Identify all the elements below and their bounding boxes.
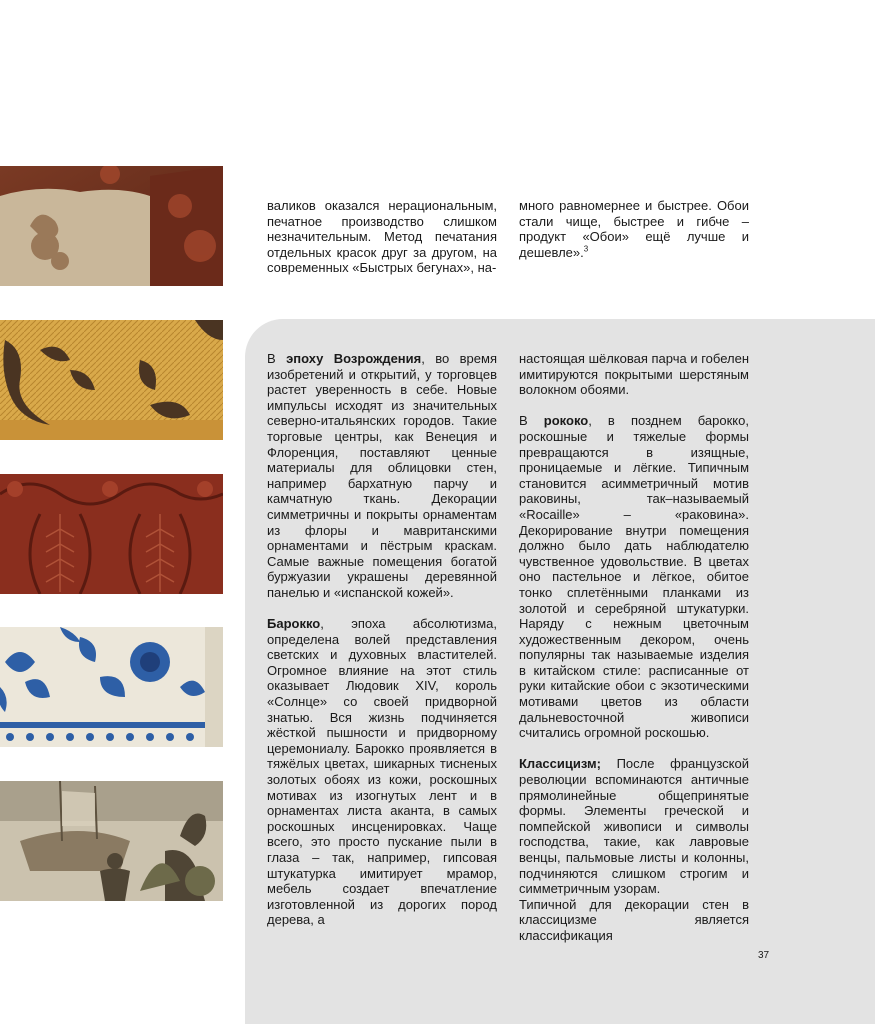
chinoiserie-wallpaper-photo xyxy=(0,781,223,901)
ornate-wallpaper-photo xyxy=(0,166,223,286)
top-left-column xyxy=(267,198,497,276)
footnote-ref: 3 xyxy=(583,244,589,254)
classicism-text: После французской революции вспоминаются античные прямолинейные общепринятые формы. Элементы греческой и помпейской живописи и символы господства, такие, как лавровые венцы, пальмовые листы и колонны, подчиняются слишком строгим и симметричным узорам. xyxy=(519,756,749,897)
classicism-paragraph-2: Типичной для декорации стен в классицизме является классификация xyxy=(519,896,749,943)
renaissance-paragraph xyxy=(267,351,497,601)
paragraph-continued: валиков оказался нерациональным, печатное производство слишком незначительным. Метод печатания отдельных красок друг за другом, на современных «Быстрых бегунах», на- xyxy=(267,198,497,276)
classicism-paragraph xyxy=(519,756,749,896)
paragraph-end xyxy=(519,198,749,260)
renaissance-text: , во время изобретений и открытий, у торговцев растет уверенность в себе. Новые импульсы исходят из значительных северно-итальянских городов. Такие торговые центры, как Венеция и Флоренция, поставляют ценные материалы для облицовки стен, например бархатную парчу и камчатную ткань. Декорации симметричны и покрыты орнаментам из флоры и мавританскими орнаментами и пёстрым краскам. Самые важные помещения богатой буржуазии украшены деревянной панелью и «испанской кожей». xyxy=(267,351,497,600)
top-right-column xyxy=(519,198,749,260)
blue-floral-wallpaper-photo xyxy=(0,627,223,747)
rococo-pre: В xyxy=(519,413,544,429)
baroque-continued: настоящая шёлковая парча и гобелен имитируются покрытыми шерстяным волокном обоями. xyxy=(519,351,749,398)
embossed-leather-photo xyxy=(0,474,223,594)
rococo-paragraph xyxy=(519,413,749,740)
baroque-paragraph xyxy=(267,616,497,928)
rococo-term: рококо xyxy=(543,413,589,429)
baroque-term: Барокко xyxy=(267,616,321,632)
paragraph-end-text: много равномернее и быстрее. Обои стали чище, быстрее и гибче – продукт «Обои» ещё лучше и дешевле». xyxy=(519,198,749,260)
page-number: 37 xyxy=(758,950,770,961)
renaissance-term: эпоху Возрождения xyxy=(286,351,422,366)
classicism-term: Классицизм; xyxy=(519,756,601,772)
main-right-column xyxy=(519,351,749,944)
gold-leaf-wallpaper-photo xyxy=(0,320,223,440)
rococo-text: , в позднем барокко, роскошные и тяжелые формы превращаются в изящные, проницаемые и лёгкие. Типичным становится асимметричный мотив раковины, так–называемый «Rocaille» – «раковина». Декорирование внутри помещения должно было дать наблюдателю чувственное удовольствие. В цветах оно пастельное и лёгкое, обитое тонко сплетёнными планками из золотой и серебряной штукатурки. Наряду с нежным цветочным художественным декором, очень популярны так называемые изделия в китайском стиле: расписанные от руки китайские обои с экзотическими мотивами цветов из области дальневосточной живописи считались огромной роскошью. xyxy=(519,413,749,741)
baroque-text: , эпоха абсолютизма, определена волей представления светских и духовных властителей. Огромное влияние на этот стиль оказывает Людовик XIV, король «Солнце» со своей придворной знатью. Вся жизнь подчиняется жёсткой пышности и придворному церемониалу. Барокко проявляется в тяжёлых цветах, шикарных тисненых золотых обоях из кожи, роскошных мотивах из изогнутых лент и в орнаментах листа аканта, в самых роскошных инсценировках. Чаще всего, это просто пускание пыли в глаза – так, например, гипсовая штукатурка имитирует мрамор, мебель создает впечатление изготовленной из дорогих пород дерева, а xyxy=(267,616,497,928)
main-left-column xyxy=(267,351,497,928)
renaissance-pre: В xyxy=(267,351,287,366)
